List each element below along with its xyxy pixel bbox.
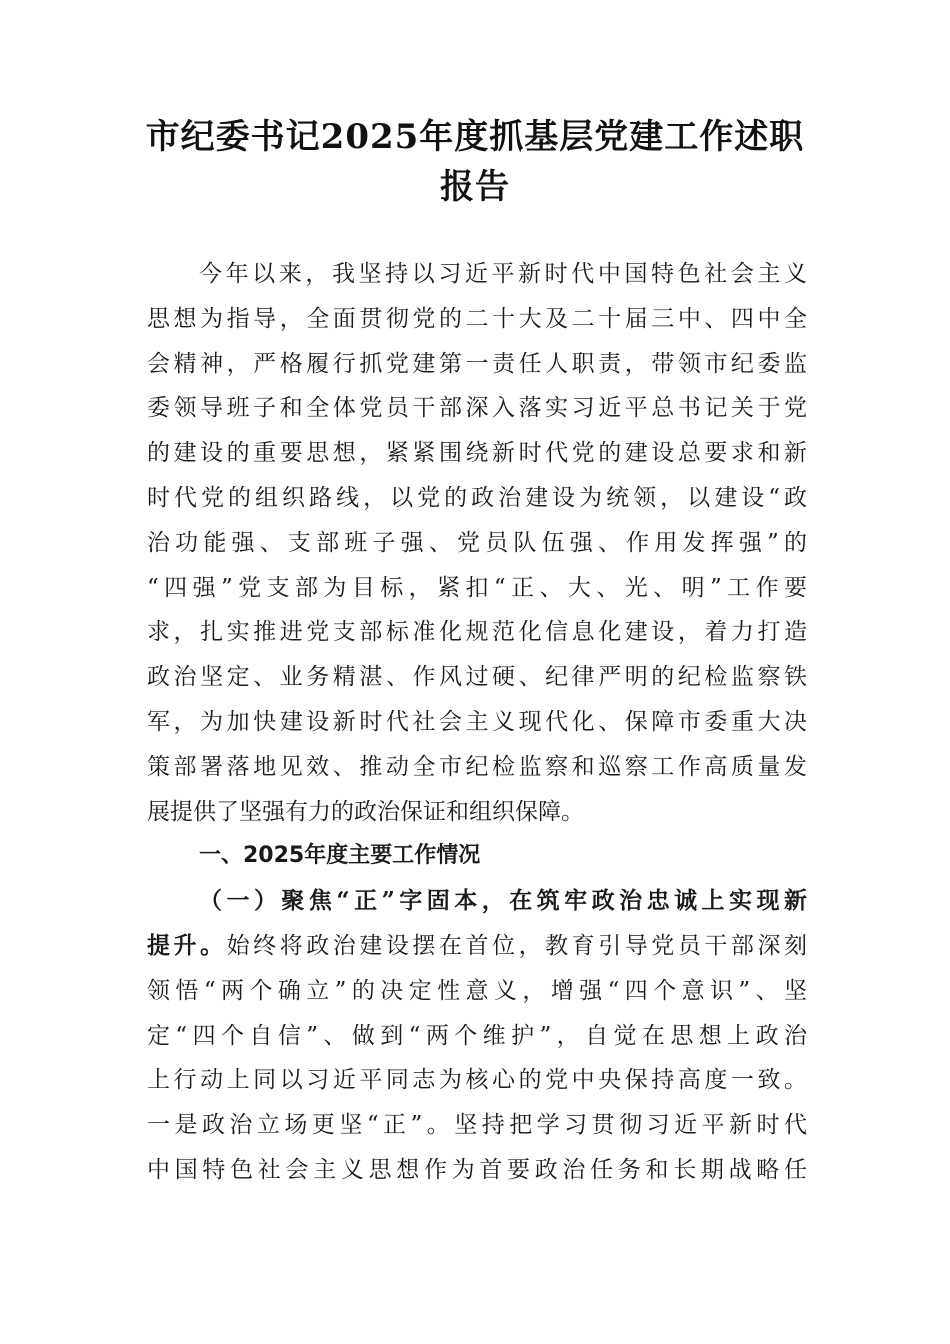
paragraph-line: 一是政治立场更坚“正”。坚持把学习贯彻习近平新时代 <box>147 1112 807 1139</box>
title-line-2: 报告 <box>440 167 510 207</box>
document-title <box>120 112 830 212</box>
paragraph-line: 军，为加快建设新时代社会主义现代化、保障市委重大决 <box>147 708 807 735</box>
paragraph-line: “四强”党支部为目标，紧扣“正、大、光、明”工作要 <box>147 574 807 601</box>
paragraph-line: 展提供了坚强有力的政治保证和组织保障。 <box>147 798 584 825</box>
paragraph-line: 治功能强、支部班子强、党员队伍强、作用发挥强”的 <box>147 529 807 556</box>
section-heading: 一、2025年度主要工作情况 <box>199 843 481 869</box>
paragraph-line: 今年以来，我坚持以习近平新时代中国特色社会主义 <box>199 261 807 287</box>
subsection-heading <box>147 879 807 924</box>
paragraph-line: 定“四个自信”、做到“两个维护”，自觉在思想上政治 <box>147 1022 807 1049</box>
paragraph-line: 求，扎实推进党支部标准化规范化信息化建设，着力打造 <box>147 619 807 646</box>
paragraph-text: 始终将政治建设摆在首位，教育引导党员干部深刻 <box>226 932 807 959</box>
paragraph-line: 策部署落地见效、推动全市纪检监察和巡察工作高质量发 <box>147 753 807 780</box>
subsection-lead-end: 提升。 <box>147 931 227 959</box>
subsection-lead: （一）聚焦“正”字固本，在筑牢政治忠诚上实现新 <box>199 887 807 915</box>
paragraph-line: 政治坚定、业务精湛、作风过硬、纪律严明的纪检监察铁 <box>147 664 807 691</box>
paragraph-line: 中国特色社会主义思想作为首要政治任务和长期战略任 <box>147 1156 807 1183</box>
paragraph-line: 领悟“两个确立”的决定性意义，增强“四个意识”、坚 <box>147 977 807 1004</box>
document-body <box>147 252 807 1193</box>
paragraph-line: 思想为指导，全面贯彻党的二十大及二十届三中、四中全 <box>147 305 807 332</box>
paragraph-line: 会精神，严格履行抓党建第一责任人职责，带领市纪委监 <box>147 350 807 377</box>
paragraph-line: 时代党的组织路线，以党的政治建设为统领，以建设“政 <box>147 484 807 511</box>
paragraph-line: 的建设的重要思想，紧紧围绕新时代党的建设总要求和新 <box>147 440 807 467</box>
paragraph-line <box>147 924 807 969</box>
paragraph-line: 委领导班子和全体党员干部深入落实习近平总书记关于党 <box>147 395 807 422</box>
paragraph-line: 上行动上同以习近平同志为核心的党中央保持高度一致。 <box>147 1067 807 1094</box>
title-line-1: 市纪委书记2025年度抓基层党建工作述职 <box>145 117 805 157</box>
